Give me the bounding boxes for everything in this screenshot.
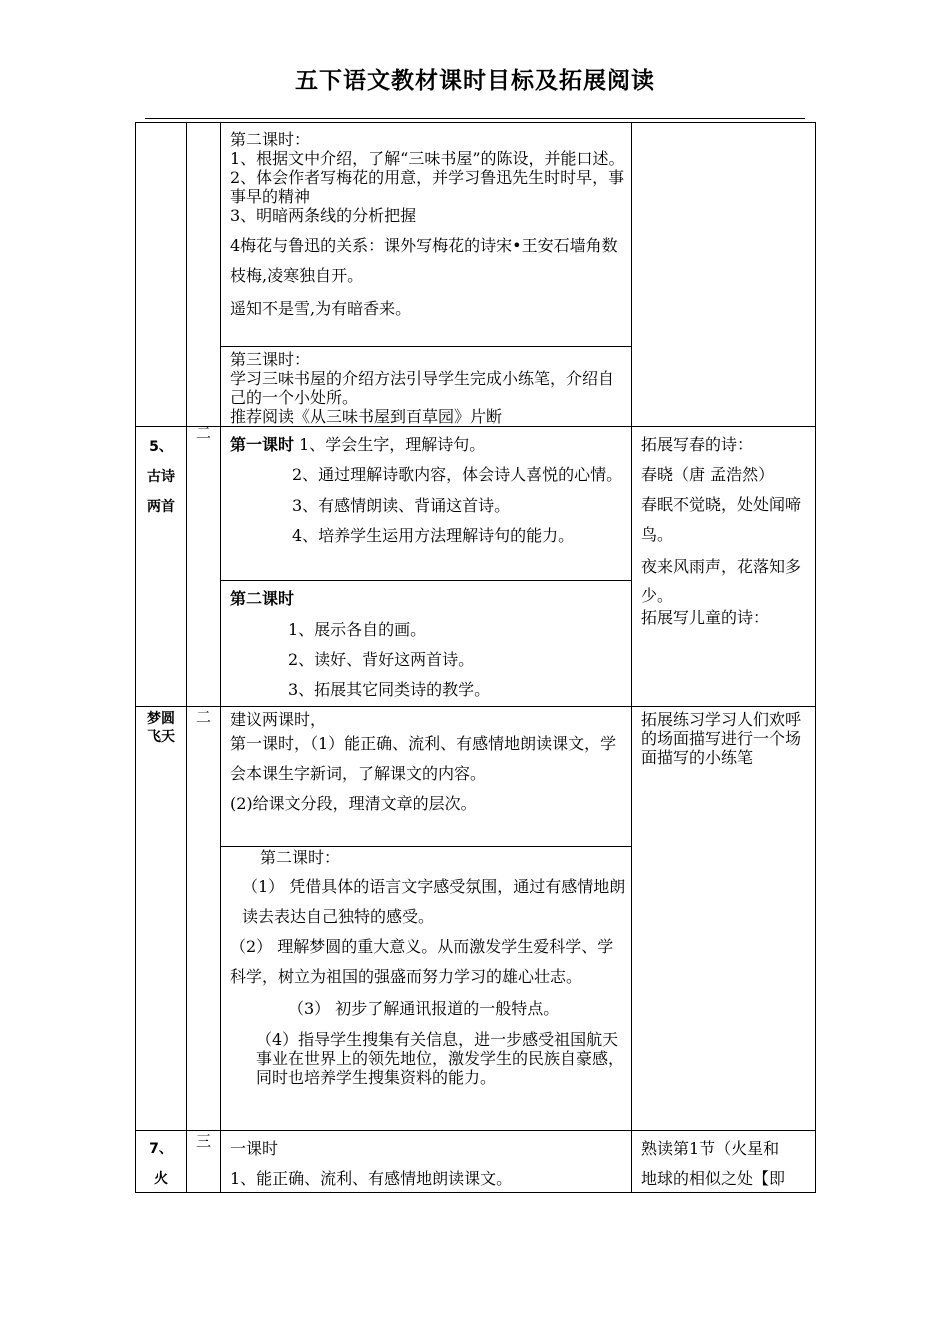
row3-inner-divider — [220, 846, 631, 847]
extension-line: 地球的相似之处【即 — [641, 1169, 786, 1188]
extension-line: 春眠不觉晓，处处闻啼鸟。 — [641, 495, 802, 544]
extension-line: 拓展写儿童的诗： — [641, 608, 770, 627]
row3-lesson-cell — [136, 710, 186, 746]
period-line: 建议两课时， — [230, 710, 327, 729]
row1-period3-line: 第三课时： — [230, 350, 311, 369]
row1-period3-cell — [230, 350, 626, 426]
row4-hours-cell: 三 — [195, 1132, 211, 1150]
row1-period2-line: 1、根据文中介绍，了解“三味书屋”的陈设，并能口述。 — [230, 149, 625, 168]
period-label: 第一课时 — [230, 435, 295, 454]
column-divider-2 — [220, 122, 221, 1193]
period-item: 2、读好、背好这两首诗。 — [288, 650, 475, 669]
row2-hours-cell: 二 — [195, 424, 211, 442]
lesson-name: 火 — [154, 1171, 168, 1187]
row3-period1-cell — [230, 710, 626, 819]
period-item: 4、培养学生运用方法理解诗句的能力。 — [292, 526, 575, 545]
table-border-left — [135, 122, 136, 1193]
row1-period2-line: 遥知不是雪,为有暗香来。 — [230, 299, 412, 318]
extension-line: 夜来风雨声，花落知多少。 — [641, 557, 802, 605]
row3-hours-cell: 二 — [195, 708, 211, 726]
extension-line: 拓展练习学习人们欢呼的场面描写进行一个场面描写的小练笔 — [641, 710, 802, 767]
row2-extension-cell — [641, 430, 809, 627]
row-divider-3 — [135, 1130, 816, 1131]
row4-lesson-cell — [136, 1134, 186, 1194]
period-line: 第一课时，（1）能正确、流利、有感情地朗读课文，学会本课生字新词，了解课文的内容。 — [230, 734, 617, 783]
period-line: (2)给课文分段，理清文章的层次。 — [230, 794, 477, 813]
row1-period3-line: 学习三味书屋的介绍方法引导学生完成小练笔，介绍自己的一个小处所。 — [230, 369, 615, 407]
lesson-name: 飞天 — [147, 729, 175, 745]
table-border-right — [815, 122, 816, 1193]
lesson-number: 5、 — [149, 439, 173, 455]
extension-line: 拓展写春的诗： — [641, 435, 754, 454]
period-item: （3） 初步了解通讯报道的一般特点。 — [288, 999, 560, 1018]
lesson-number: 7、 — [149, 1141, 173, 1157]
period-item: （2） 理解梦圆的重大意义。从而激发学生爱科学、学科学，树立为祖国的强盛而努力学习的雄心壮志。 — [230, 937, 614, 986]
lesson-name: 梦圆 — [147, 711, 175, 727]
extension-line: 春晓（唐 孟浩然） — [641, 465, 775, 484]
row1-period2-cell — [230, 130, 626, 324]
row4-period-cell — [230, 1134, 626, 1194]
table-border-top — [135, 122, 816, 123]
lesson-name: 两首 — [147, 499, 175, 515]
period-item: 2、通过理解诗歌内容，体会诗人喜悦的心情。 — [292, 465, 623, 484]
title-rule — [145, 118, 805, 119]
row1-period2-line: 4梅花与鲁迅的关系：课外写梅花的诗宋•王安石墙角数枝梅,凌寒独自开。 — [230, 236, 618, 285]
page-title: 五下语文教材课时目标及拓展阅读 — [295, 68, 655, 94]
row-divider-1 — [135, 426, 816, 427]
lesson-table — [135, 122, 816, 1193]
extension-line: 熟读第1节（火星和 — [641, 1139, 780, 1158]
row3-extension-cell — [641, 710, 809, 767]
period-item: 1、能正确、流利、有感情地朗读课文。 — [230, 1169, 513, 1188]
row2-period1-cell — [230, 430, 626, 551]
period-label: 第二课时： — [260, 848, 341, 867]
column-divider-1 — [186, 122, 187, 1193]
row4-extension-cell — [641, 1134, 813, 1194]
row-divider-2 — [135, 706, 816, 707]
period-label: 一课时 — [230, 1139, 279, 1158]
period-item: 3、有感情朗读、背诵这首诗。 — [292, 496, 511, 515]
column-divider-3 — [631, 122, 632, 1193]
period-item: 3、拓展其它同类诗的教学。 — [288, 680, 491, 699]
row3-period2-cell — [230, 848, 626, 1087]
period-label: 第二课时 — [230, 589, 295, 608]
row2-period2-cell — [230, 584, 626, 705]
period-item: （1） 凭借具体的语言文字感受氛围，通过有感情地朗读去表达自己独特的感受。 — [242, 877, 626, 926]
lesson-name: 古诗 — [147, 469, 175, 485]
period-item: 1、学会生字，理解诗句。 — [299, 435, 486, 454]
row1-period2-line: 2、体会作者写梅花的用意，并学习鲁迅先生时时早，事事早的精神 — [230, 168, 625, 206]
row1-inner-divider — [220, 346, 631, 347]
row1-period2-line: 第二课时： — [230, 130, 311, 149]
row1-period2-line: 3、明暗两条线的分析把握 — [230, 206, 417, 225]
row2-lesson-cell — [136, 432, 186, 522]
row2-inner-divider — [220, 580, 631, 581]
period-item: （4）指导学生搜集有关信息，进一步感受祖国航天事业在世界上的领先地位，激发学生的民族自豪感，同时也培养学生搜集资料的能力。 — [256, 1030, 625, 1087]
period-item: 1、展示各自的画。 — [288, 620, 427, 639]
row1-period3-line: 推荐阅读《从三味书屋到百草园》片断 — [230, 407, 503, 426]
